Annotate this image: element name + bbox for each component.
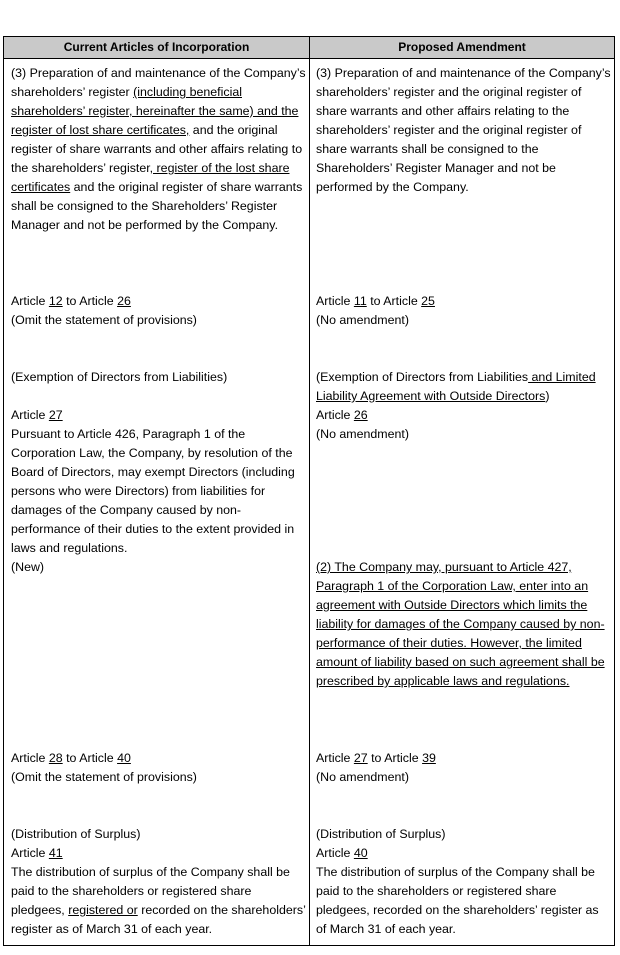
article-number: 28 xyxy=(48,751,63,765)
article-body: The distribution of surplus of the Company shall be paid to the shareholders or registered share pledgees, recorded on the shareholders’ register as of March 31 of each year. xyxy=(316,865,599,936)
article-number: 11 xyxy=(353,294,367,308)
text-segment: ) xyxy=(545,389,550,403)
article-number: 12 xyxy=(48,294,63,308)
text-segment: recorded on the shareholders’ register as of March 31 of each year. xyxy=(11,903,306,936)
text-segment: to Article xyxy=(62,294,118,308)
deleted-text-underlined: (including beneficial shareholders’ register, hereinafter the same) and the register of lost share certificates, xyxy=(11,85,299,137)
proposed-article-range-2 xyxy=(316,749,612,787)
text-segment: Article xyxy=(11,408,49,422)
header-current-articles: Current Articles of Incorporation xyxy=(63,40,250,54)
text-segment: Article xyxy=(11,751,49,765)
text-segment: The distribution of surplus of the Company shall be paid to the shareholders or registered share pledgees, xyxy=(11,865,290,917)
article-number: 27 xyxy=(353,751,368,765)
current-article-27 xyxy=(11,406,307,558)
text-segment: Article xyxy=(11,846,49,860)
text-segment: (3) Preparation of and maintenance of the Company’s shareholders’ register xyxy=(11,66,306,99)
article-number: 25 xyxy=(421,294,435,308)
added-text-underlined: and Limited Liability Agreement with Outside Directors xyxy=(316,370,596,403)
current-article-range-1 xyxy=(11,292,307,330)
provision-note: (No amendment) xyxy=(316,313,409,327)
column-divider xyxy=(309,37,310,945)
text-segment: Article xyxy=(11,294,49,308)
text-segment: to Article xyxy=(62,751,118,765)
text-segment: to Article xyxy=(366,294,422,308)
added-text-underlined: (2) The Company may, pursuant to Article 427, Paragraph 1 of the Corporation Law, enter into an agreement with Outside Directors which limits the liability for damages of the Company caused by non-performance of their duties. However, the limited amount of liability based on such agreement shall be prescribed by applicable laws and regulations. xyxy=(316,560,605,688)
proposed-article-range-1 xyxy=(316,292,612,330)
current-new-label: (New) xyxy=(11,560,45,574)
text-segment: (Exemption of Directors from Liabilities xyxy=(316,370,529,384)
text-segment: Article xyxy=(316,294,354,308)
text-segment: and the original register of share warrants shall be consigned to the Shareholders’ Register Manager and not be performed by the Company. xyxy=(11,180,303,232)
article-number: 27 xyxy=(48,408,63,422)
article-body: Pursuant to Article 426, Paragraph 1 of the Corporation Law, the Company, by resolution of the Board of Directors, may exempt Directors (including persons who were Directors) from liabilities for damages of the Company caused by non-performance of their duties to the extent provided in laws and regulations. xyxy=(11,427,295,555)
article-number: 40 xyxy=(353,846,368,860)
deleted-text-underlined: , register of the lost share certificates xyxy=(11,161,290,194)
provision-note: (No amendment) xyxy=(316,427,409,441)
provision-note: (No amendment) xyxy=(316,770,409,784)
proposed-article-40 xyxy=(316,825,612,939)
provision-note: (Omit the statement of provisions) xyxy=(11,770,197,784)
current-exemption-heading: (Exemption of Directors from Liabilities) xyxy=(11,370,228,384)
article-number: 26 xyxy=(117,294,131,308)
amendment-comparison-table xyxy=(3,36,615,946)
current-article-range-2 xyxy=(11,749,307,787)
proposed-article-3-text: (3) Preparation of and maintenance of the Company’s shareholders’ register and the original register of share warrants and other affairs relating to the shareholders’ register and the original register of share warrants shall be consigned to the Shareholders’ Register Manager and not be performed by the Company. xyxy=(316,66,611,194)
deleted-text-underlined: registered or xyxy=(68,903,138,917)
proposed-paragraph-2 xyxy=(316,558,612,691)
current-article-41 xyxy=(11,825,307,939)
text-segment: Article xyxy=(316,751,354,765)
text-segment: and the original register of share warrants and other affairs relating to the shareholders’ register xyxy=(11,123,303,175)
article-number: 40 xyxy=(117,751,131,765)
text-segment: to Article xyxy=(367,751,423,765)
article-heading: (Distribution of Surplus) xyxy=(316,827,446,841)
proposed-article-26 xyxy=(316,406,612,444)
article-heading: (Distribution of Surplus) xyxy=(11,827,141,841)
provision-note: (Omit the statement of provisions) xyxy=(11,313,197,327)
article-number: 26 xyxy=(353,408,368,422)
text-segment: Article xyxy=(316,846,354,860)
article-number: 39 xyxy=(422,751,436,765)
article-number: 41 xyxy=(48,846,63,860)
current-article-3-text xyxy=(11,64,307,235)
proposed-exemption-heading xyxy=(316,368,612,406)
text-segment: Article xyxy=(316,408,354,422)
header-proposed-amendment: Proposed Amendment xyxy=(398,40,526,54)
